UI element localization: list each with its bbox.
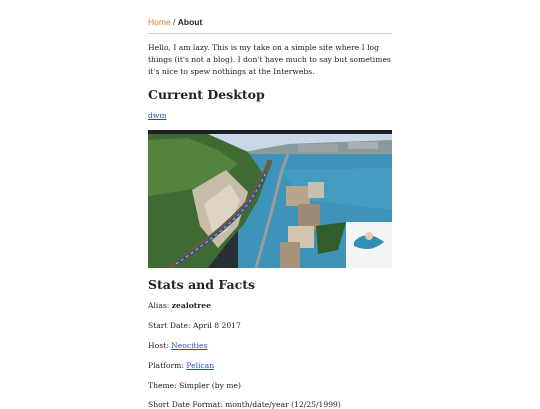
- alias-label: Alias:: [148, 301, 172, 310]
- date-format-fact: Short Date Format: month/date/year (12/25/1999): [148, 400, 341, 409]
- theme-fact: Theme: Simpler (by me): [148, 381, 241, 390]
- start-date-fact: Start Date: April 8 2017: [148, 321, 241, 330]
- breadcrumb-separator: /: [170, 17, 178, 27]
- breadcrumb: [148, 17, 202, 27]
- alias-fact: [148, 301, 211, 310]
- stats-heading: Stats and Facts: [148, 277, 256, 292]
- breadcrumb-current: About: [177, 17, 203, 27]
- host-link[interactable]: Neocities: [171, 341, 208, 350]
- alias-value: zealotree: [171, 301, 211, 310]
- platform-link[interactable]: Pelican: [186, 361, 215, 370]
- platform-fact: [148, 361, 214, 370]
- host-fact: [148, 341, 207, 350]
- breadcrumb-home-link[interactable]: Home: [148, 17, 171, 27]
- platform-label: Platform:: [148, 361, 187, 370]
- host-label: Host:: [148, 341, 172, 350]
- dwm-link[interactable]: dwm: [148, 111, 167, 120]
- desktop-screenshot: [148, 130, 392, 268]
- intro-paragraph: Hello, I am lazy. This is my take on a simple site where I log things (it's not a blog). I don't have much to say but sometimes it's nice to spew nothings at the Interwebs.: [148, 43, 391, 76]
- header-divider: [148, 33, 392, 34]
- current-desktop-heading: Current Desktop: [148, 87, 265, 102]
